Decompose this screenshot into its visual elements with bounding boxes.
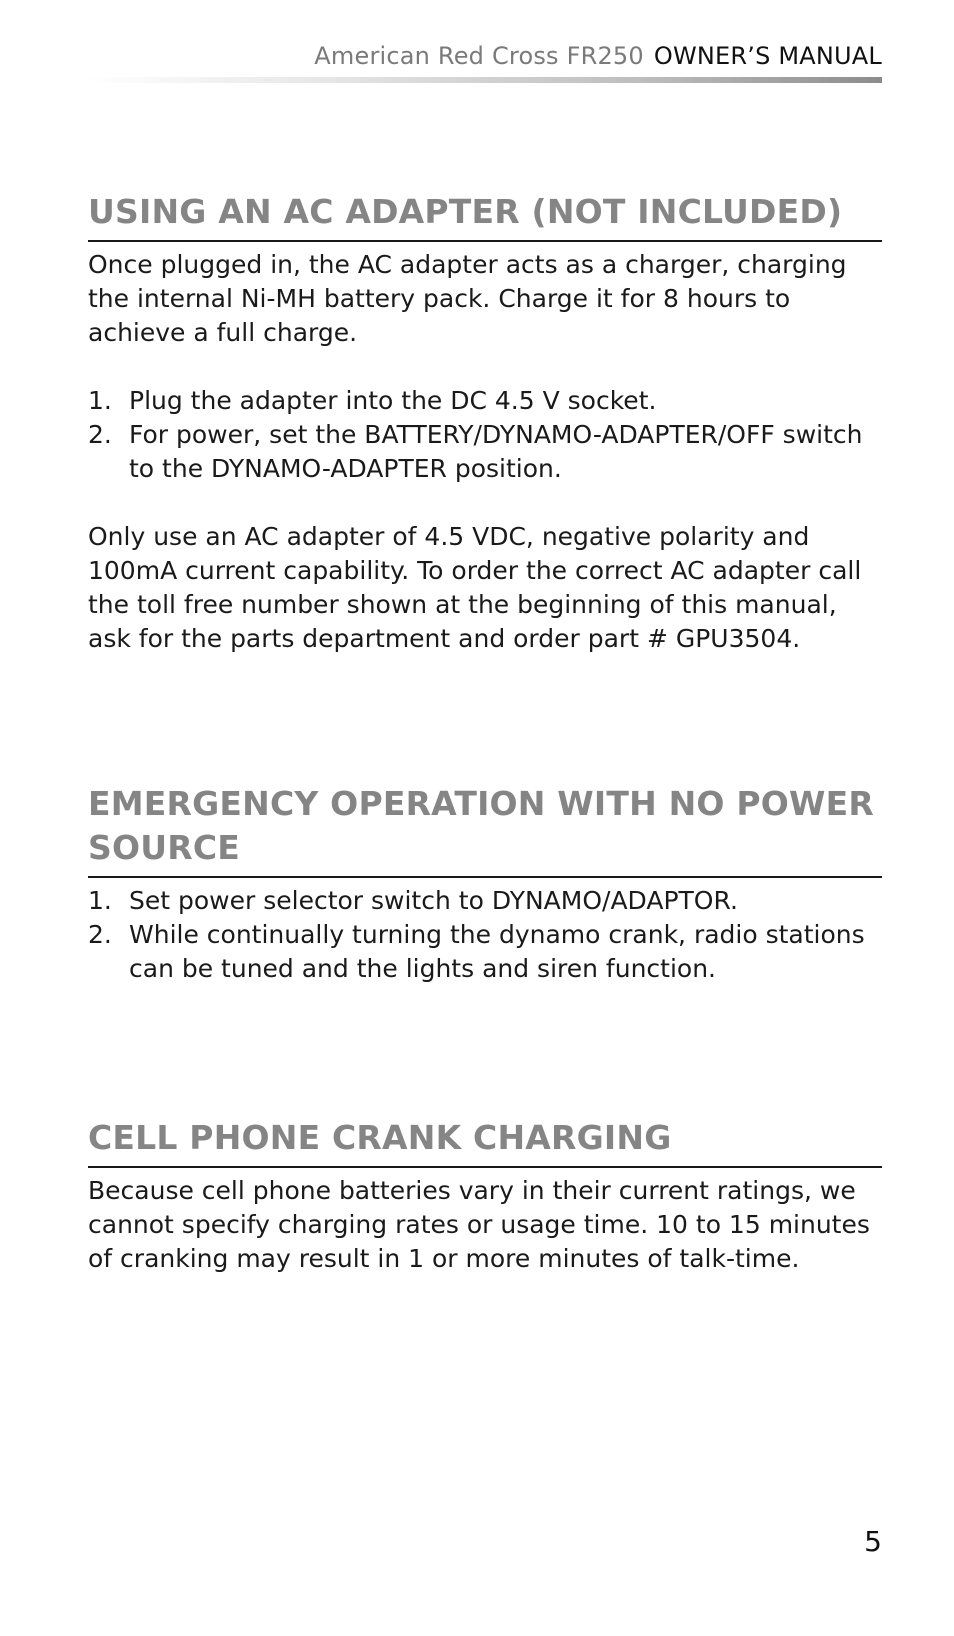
- step-text: For power, set the BATTERY/DYNAMO-ADAPTER/OFF switch to the DYNAMO-ADAPTER position.: [129, 420, 863, 483]
- header-manual-title: OWNER’S MANUAL: [653, 42, 882, 70]
- header-product: American Red Cross FR250: [314, 42, 644, 70]
- step-number: 2.: [88, 920, 112, 949]
- header-rule: [88, 77, 882, 83]
- list-item: [88, 918, 882, 986]
- section-title-cell-phone: CELL PHONE CRANK CHARGING: [88, 1116, 882, 1168]
- step-number: 2.: [88, 420, 112, 449]
- ac-adapter-note: Only use an AC adapter of 4.5 VDC, negative polarity and 100mA current capability. To order the correct AC adapter call the toll free number shown at the beginning of this manual, ask for the parts department and order part # GPU3504.: [88, 522, 862, 653]
- running-header: [314, 42, 882, 70]
- emergency-steps: [88, 884, 882, 986]
- ac-adapter-intro: Once plugged in, the AC adapter acts as a charger, charging the internal Ni-MH battery pack. Charge it for 8 hours to achieve a full charge.: [88, 250, 847, 347]
- list-item: [88, 384, 882, 418]
- section-title-ac-adapter: USING AN AC ADAPTER (NOT INCLUDED): [88, 190, 882, 242]
- step-number: 1.: [88, 386, 112, 415]
- ac-adapter-steps: [88, 384, 882, 486]
- page-number: 5: [864, 1525, 882, 1558]
- cell-phone-body: Because cell phone batteries vary in their current ratings, we cannot specify charging rates or usage time. 10 to 15 minutes of cranking may result in 1 or more minutes of talk-time.: [88, 1176, 870, 1273]
- step-text: While continually turning the dynamo crank, radio stations can be tuned and the lights and siren function.: [129, 920, 865, 983]
- step-text: Set power selector switch to DYNAMO/ADAPTOR.: [129, 886, 738, 915]
- step-number: 1.: [88, 886, 112, 915]
- section-title-emergency: EMERGENCY OPERATION WITH NO POWER SOURCE: [88, 782, 882, 878]
- list-item: [88, 884, 882, 918]
- section-cell-phone: [88, 1116, 882, 1276]
- section-ac-adapter: [88, 190, 882, 656]
- step-text: Plug the adapter into the DC 4.5 V socket.: [129, 386, 657, 415]
- section-emergency: [88, 782, 882, 986]
- list-item: [88, 418, 882, 486]
